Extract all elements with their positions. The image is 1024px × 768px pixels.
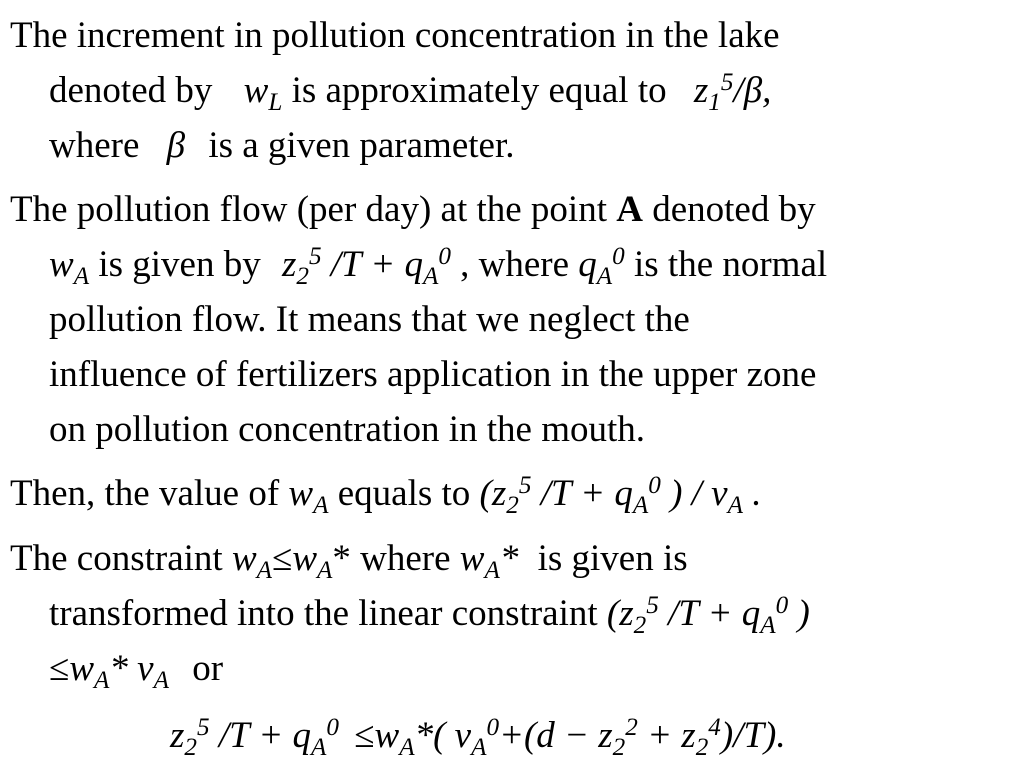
paragraph-2-line-5: [49, 408, 645, 452]
sub-2: 2: [695, 734, 709, 762]
eq-plus2: + z: [637, 715, 696, 756]
text: is given is: [528, 538, 688, 579]
var-q: q: [404, 244, 423, 285]
paragraph-4-line-2: [49, 591, 810, 640]
var-w: w: [292, 538, 317, 579]
var-w: w: [243, 70, 269, 111]
sup-0: 0: [326, 713, 339, 741]
text: is given by: [89, 244, 270, 285]
eq-leq: ≤: [344, 715, 375, 756]
point-label: A: [616, 189, 643, 230]
slash-beta: /β: [733, 70, 763, 111]
sub-L: L: [268, 89, 283, 117]
paragraph-2-line-2: [49, 242, 828, 291]
eq-z: z: [170, 715, 185, 756]
text: transformed into the linear constraint: [49, 593, 607, 634]
paragraph-2-line-1: [10, 188, 816, 232]
eq-end: )/T).: [720, 715, 786, 756]
sub-A: A: [422, 263, 439, 291]
sub-A: A: [760, 612, 776, 640]
text: influence of fertilizers application in the upper zone: [49, 354, 817, 395]
text: where: [350, 538, 460, 579]
text: is approximately equal to: [282, 70, 676, 111]
text: The increment in pollution concentration in the lake: [10, 15, 780, 56]
text: equals to: [328, 473, 480, 514]
paragraph-2-line-4: [49, 353, 816, 397]
op-T: /T +: [209, 715, 293, 756]
sub-A: A: [632, 492, 649, 520]
paragraph-3-line-1: [10, 471, 762, 520]
leq: ≤: [272, 538, 293, 579]
close: ): [788, 593, 810, 634]
var-q: q: [292, 715, 311, 756]
paragraph-1-line-3: [49, 124, 514, 168]
sup-5: 5: [720, 68, 734, 96]
var-w: w: [459, 538, 485, 579]
sub-A: A: [399, 734, 415, 762]
sub-A: A: [94, 667, 110, 695]
var-w: w: [374, 715, 400, 756]
var-w: w: [288, 473, 314, 514]
eq-star-open: *( v: [414, 715, 472, 756]
var-z: z: [693, 70, 709, 111]
op-T: /T +: [658, 593, 742, 634]
text: denoted by: [49, 70, 222, 111]
text: Then, the value of: [10, 473, 289, 514]
text: The constraint: [10, 538, 232, 579]
sub-A: A: [256, 557, 272, 585]
sub-2: 2: [296, 263, 309, 291]
sup-0: 0: [612, 242, 625, 270]
text: is the normal: [624, 244, 828, 285]
text: on pollution concentration in the mouth.: [49, 409, 646, 450]
sub-A: A: [73, 263, 90, 291]
sub-A: A: [727, 492, 743, 520]
sub-A: A: [313, 492, 329, 520]
or: or: [182, 648, 224, 689]
text: pollution flow. It means that we neglect the: [49, 299, 690, 340]
sup-0: 0: [486, 713, 500, 741]
sup-5: 5: [196, 713, 210, 741]
eq-plus: +(d − z: [499, 715, 613, 756]
sub-A: A: [471, 734, 487, 762]
text: denoted by: [642, 189, 816, 230]
sup-0: 0: [648, 471, 661, 499]
star: *: [332, 538, 351, 579]
var-w: w: [69, 648, 94, 689]
var-q: q: [578, 244, 597, 285]
sub-A: A: [596, 263, 613, 291]
var-q: q: [614, 473, 633, 514]
paragraph-4-line-3: [49, 647, 224, 695]
var-w: w: [231, 538, 257, 579]
open-z: (z: [606, 593, 634, 634]
sup-5: 5: [518, 471, 532, 499]
text: The pollution flow (per day) at the point: [10, 189, 617, 230]
sub-A: A: [317, 557, 333, 585]
sup-5: 5: [308, 242, 322, 270]
text: is a given parameter.: [199, 125, 515, 166]
paragraph-1-line-2: [49, 68, 772, 117]
var-z: z: [281, 244, 297, 285]
open-z: (z: [479, 473, 507, 514]
leq: ≤: [49, 648, 70, 689]
sub-2: 2: [612, 734, 626, 762]
paragraph-2-line-3: [49, 298, 690, 342]
sup-4: 4: [708, 713, 721, 741]
text: where: [49, 125, 149, 166]
op-T: /T +: [531, 473, 615, 514]
sup-0: 0: [775, 591, 789, 619]
sub-1: 1: [708, 89, 721, 117]
text: , where: [450, 244, 579, 285]
sub-2: 2: [633, 612, 647, 640]
op-T: /T +: [321, 244, 405, 285]
var-q: q: [741, 593, 761, 634]
paragraph-4-line-1: [10, 537, 688, 585]
close-v: ) / v: [660, 473, 728, 514]
sup-0: 0: [438, 242, 451, 270]
sub-2: 2: [184, 734, 197, 762]
var-w: w: [49, 244, 74, 285]
star-v: * v: [109, 648, 154, 689]
end-period: .: [742, 473, 762, 514]
var-beta: β: [166, 125, 186, 166]
sub-A: A: [484, 557, 500, 585]
sub-2: 2: [506, 492, 519, 520]
star: *: [499, 538, 519, 579]
sub-A: A: [310, 734, 327, 762]
comma: ,: [762, 70, 772, 111]
paragraph-4-equation: [170, 713, 786, 762]
paragraph-1-line-1: [10, 14, 780, 58]
sup-2: 2: [625, 713, 638, 741]
sup-5: 5: [646, 591, 659, 619]
sub-A: A: [153, 667, 169, 695]
